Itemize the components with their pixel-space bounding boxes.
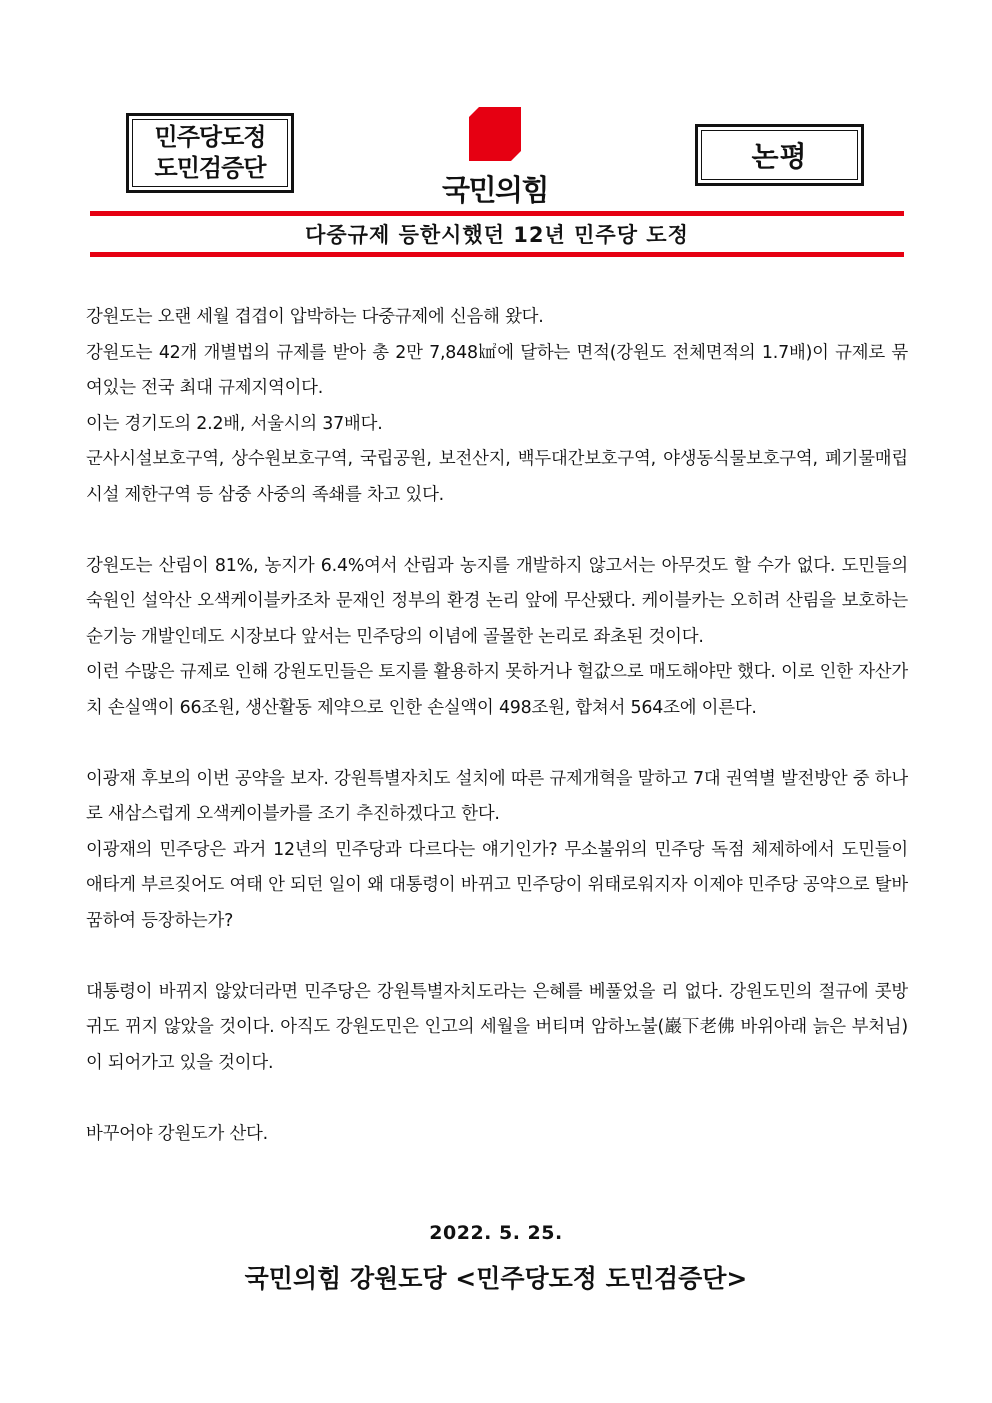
paragraph: 강원도는 42개 개별법의 규제를 받아 총 2만 7,848㎢에 달하는 면적(강원도 전체면적의 1.7배)이 규제로 묶여있는 전국 최대 규제지역이다. [86,342,908,398]
party-logo-text: 국민의힘 [441,173,549,207]
committee-label-line1: 민주당도정 [154,123,266,151]
paragraph-gap [86,1081,908,1117]
headline: 다중규제 등한시했던 12년 민주당 도정 [305,223,689,247]
paragraph: 이런 수많은 규제로 인해 강원도민들은 토지를 활용하지 못하거나 헐값으로 매도해야만 했다. 이로 인한 자산가치 손실액이 66조원, 생산활동 제약으로 인한 손실액이 498조원, 합쳐서 564조에 이른다. [86,662,908,718]
committee-label-line2: 도민검증단 [154,154,266,182]
signature: 국민의힘 강원도당 <민주당도정 도민검증단> [244,1264,748,1293]
doc-type-box [695,124,864,186]
paragraph: 군사시설보호구역, 상수원보호구역, 국립공원, 보전산지, 백두대간보호구역, 야생동식물보호구역, 폐기물매립시설 제한구역 등 삼중 사중의 족쇄를 차고 있다. [86,449,908,505]
paragraph: 이광재의 민주당은 과거 12년의 민주당과 다르다는 얘기인가? 무소불위의 민주당 독점 체제하에서 도민들이 애타게 부르짖어도 여태 안 되던 일이 왜 대통령이 바뀌고 민주당이 위태로워지자 이제야 민주당 공약으로 탈바꿈하여 등장하는가? [86,839,908,931]
paragraph-gap [86,726,908,762]
release-date: 2022. 5. 25. [429,1222,563,1244]
committee-label-inner [132,119,288,187]
ppp-logo-icon [469,107,521,161]
paragraph: 이는 경기도의 2.2배, 서울시의 37배다. [86,413,383,434]
paragraph-gap [86,513,908,549]
paragraph-gap [86,939,908,975]
paragraph: 대통령이 바뀌지 않았더라면 민주당은 강원특별자치도라는 은혜를 베풀었을 리 없다. 강원도민의 절규에 콧방귀도 뀌지 않았을 것이다. 아직도 강원도민은 인고의 세월을 버티며 암하노불(巖下老佛 바위아래 늙은 부처님)이 되어가고 있을 것이다. [86,981,908,1073]
paragraph: 바꾸어야 강원도가 산다. [86,1123,268,1144]
article-body [86,300,908,1152]
committee-label-box [126,113,294,193]
paragraph: 이광재 후보의 이번 공약을 보자. 강원특별자치도 설치에 따른 규제개혁을 말하고 7대 권역별 발전방안 중 하나로 새삼스럽게 오색케이블카를 조기 추진하겠다고 한다. [86,768,908,824]
doc-type-label: 논평 [701,130,858,180]
headline-bottom-rule [90,252,904,257]
paragraph: 강원도는 오랜 세월 겹겹이 압박하는 다중규제에 신음해 왔다. [86,307,544,327]
paragraph: 강원도는 산림이 81%, 농지가 6.4%여서 산림과 농지를 개발하지 않고서는 아무것도 할 수가 없다. 도민들의 숙원인 설악산 오색케이블카조차 문재인 정부의 환경 논리 앞에 무산됐다. 케이블카는 오히려 산림을 보호하는 순기능 개발인데도 시장보다 앞서는 민주당의 이념에 골몰한 논리로 좌초된 것이다. [86,555,908,647]
